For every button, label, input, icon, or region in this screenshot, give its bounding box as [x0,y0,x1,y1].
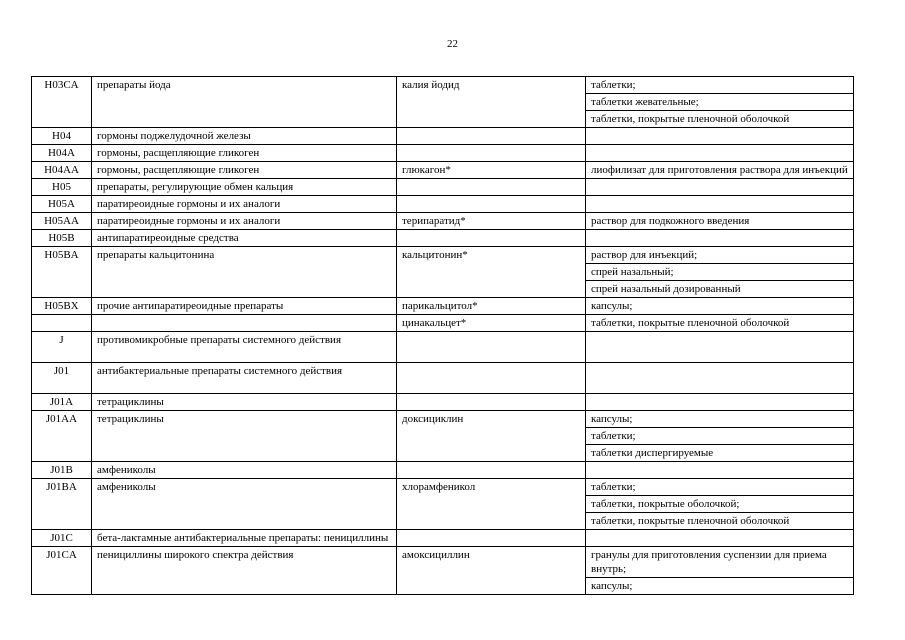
drug-name-cell [397,128,586,145]
dosage-forms-list [586,128,853,144]
atc-code-cell: J01AA [32,411,92,462]
atc-code-cell: H05AA [32,213,92,230]
page-number: 22 [447,38,458,50]
table-row [32,332,854,363]
atc-code-cell: H05B [32,230,92,247]
table-row [32,479,854,530]
drug-name-cell [397,332,586,363]
table-body [32,77,854,595]
dosage-forms-list [586,196,853,212]
table-row [32,363,854,394]
dosage-forms-list [586,462,853,478]
atc-code-cell: J01CA [32,547,92,595]
dosage-forms-list [586,162,853,178]
drug-name-cell [397,179,586,196]
anatomical-group-cell: прочие антипаратиреоидные препараты [92,298,397,315]
table-row [32,179,854,196]
anatomical-group-cell: пенициллины широкого спектра действия [92,547,397,595]
dosage-forms-list [586,145,853,161]
table-row [32,298,854,315]
drug-name-cell [397,462,586,479]
dosage-forms-cell [586,230,854,247]
dosage-form-empty [586,462,853,478]
dosage-forms-cell [586,315,854,332]
drug-name-cell [397,530,586,547]
drug-name-cell [397,363,586,394]
dosage-form-empty [586,145,853,161]
dosage-form-empty [586,363,853,379]
dosage-forms-list [586,77,853,127]
dosage-forms-list [586,479,853,529]
dosage-forms-list [586,247,853,297]
dosage-forms-cell [586,128,854,145]
dosage-form-item: капсулы; [591,300,633,312]
dosage-forms-cell [586,394,854,411]
dosage-form-item: раствор для подкожного введения [591,215,750,227]
anatomical-group-cell: тетрациклины [92,394,397,411]
dosage-form-empty [586,332,853,348]
dosage-forms-list [586,411,853,461]
anatomical-group-cell: амфениколы [92,479,397,530]
drug-name-cell [397,394,586,411]
dosage-forms-list [586,298,853,314]
anatomical-group-cell: гормоны, расщепляющие гликоген [92,145,397,162]
atc-code-cell: J01C [32,530,92,547]
atc-code-cell: H03CA [32,77,92,128]
dosage-form-empty [586,230,853,246]
dosage-form-item: капсулы; [591,580,633,592]
table-row [32,394,854,411]
anatomical-group-cell: паратиреоидные гормоны и их аналоги [92,213,397,230]
table-row [32,462,854,479]
drug-name-cell: амоксициллин [397,547,586,595]
anatomical-group-cell: амфениколы [92,462,397,479]
table-row [32,196,854,213]
dosage-forms-list [586,315,853,331]
dosage-form-item: лиофилизат для приготовления раствора для инъекций [591,164,848,176]
dosage-form-empty [586,128,853,144]
dosage-forms-cell [586,179,854,196]
atc-code-cell: H05BX [32,298,92,315]
anatomical-group-cell: тетрациклины [92,411,397,462]
drug-name-cell: доксициклин [397,411,586,462]
drug-name-cell: терипаратид* [397,213,586,230]
table-row [32,77,854,128]
dosage-form-item: раствор для инъекций; [586,247,853,264]
drug-name-cell: хлорамфеникол [397,479,586,530]
drug-name-cell [397,196,586,213]
anatomical-group-cell: противомикробные препараты системного действия [92,332,397,363]
dosage-form-item: таблетки жевательные; [586,94,853,111]
dosage-form-item: спрей назальный дозированный [591,283,741,295]
atc-code-cell: H04AA [32,162,92,179]
dosage-form-item: таблетки; [586,479,853,496]
atc-code-cell: J [32,332,92,363]
atc-code-cell: H05 [32,179,92,196]
dosage-form-empty [586,196,853,212]
dosage-form-item: гранулы для приготовления суспензии для приема внутрь; [586,547,853,578]
drug-name-cell: глюкагон* [397,162,586,179]
dosage-form-item: таблетки, покрытые пленочной оболочкой [591,113,790,125]
dosage-forms-cell [586,479,854,530]
dosage-forms-list [586,179,853,195]
dosage-form-empty [586,530,853,546]
atc-code-cell: H04A [32,145,92,162]
table-row [32,162,854,179]
table-row [32,247,854,298]
anatomical-group-cell: бета-лактамные антибактериальные препараты: пенициллины [92,530,397,547]
dosage-form-item: таблетки диспергируемые [591,447,714,459]
dosage-forms-list [586,530,853,546]
table-row [32,547,854,595]
atc-code-cell: J01BA [32,479,92,530]
medication-table [31,76,854,595]
dosage-forms-cell [586,213,854,230]
dosage-form-item: таблетки; [586,77,853,94]
table-row [32,213,854,230]
table-row [32,315,854,332]
table-row [32,411,854,462]
dosage-forms-cell [586,530,854,547]
table-row [32,530,854,547]
anatomical-group-cell: паратиреоидные гормоны и их аналоги [92,196,397,213]
dosage-form-item: таблетки, покрытые пленочной оболочкой [591,317,790,329]
anatomical-group-cell: гормоны, расщепляющие гликоген [92,162,397,179]
anatomical-group-cell [92,315,397,332]
anatomical-group-cell: препараты, регулирующие обмен кальция [92,179,397,196]
anatomical-group-cell: препараты кальцитонина [92,247,397,298]
table-row [32,230,854,247]
dosage-forms-cell [586,332,854,363]
atc-code-cell: H05BA [32,247,92,298]
dosage-form-item: таблетки, покрытые пленочной оболочкой [591,515,790,527]
dosage-form-item: таблетки, покрытые оболочкой; [586,496,853,513]
dosage-forms-cell [586,247,854,298]
table-row [32,145,854,162]
dosage-forms-cell [586,411,854,462]
atc-code-cell: H04 [32,128,92,145]
anatomical-group-cell: препараты йода [92,77,397,128]
dosage-forms-list [586,332,853,348]
dosage-forms-cell [586,196,854,213]
drug-name-cell: цинакальцет* [397,315,586,332]
atc-code-cell: J01A [32,394,92,411]
atc-code-cell [32,315,92,332]
dosage-forms-cell [586,462,854,479]
atc-code-cell: J01B [32,462,92,479]
drug-name-cell: калия йодид [397,77,586,128]
atc-code-cell: J01 [32,363,92,394]
atc-code-cell: H05A [32,196,92,213]
dosage-forms-list [586,394,853,410]
dosage-form-item: капсулы; [586,411,853,428]
dosage-forms-cell [586,363,854,394]
drug-name-cell: парикальцитол* [397,298,586,315]
dosage-forms-cell [586,298,854,315]
dosage-forms-cell [586,547,854,595]
dosage-forms-list [586,363,853,379]
dosage-form-empty [586,394,853,410]
dosage-form-item: таблетки; [586,428,853,445]
dosage-form-empty [586,179,853,195]
dosage-forms-list [586,547,853,594]
dosage-forms-cell [586,162,854,179]
table-row [32,128,854,145]
dosage-forms-cell [586,77,854,128]
dosage-forms-cell [586,145,854,162]
anatomical-group-cell: антипаратиреоидные средства [92,230,397,247]
anatomical-group-cell: антибактериальные препараты системного действия [92,363,397,394]
anatomical-group-cell: гормоны поджелудочной железы [92,128,397,145]
dosage-forms-list [586,230,853,246]
dosage-forms-list [586,213,853,229]
drug-name-cell: кальцитонин* [397,247,586,298]
drug-name-cell [397,230,586,247]
drug-name-cell [397,145,586,162]
dosage-form-item: спрей назальный; [586,264,853,281]
